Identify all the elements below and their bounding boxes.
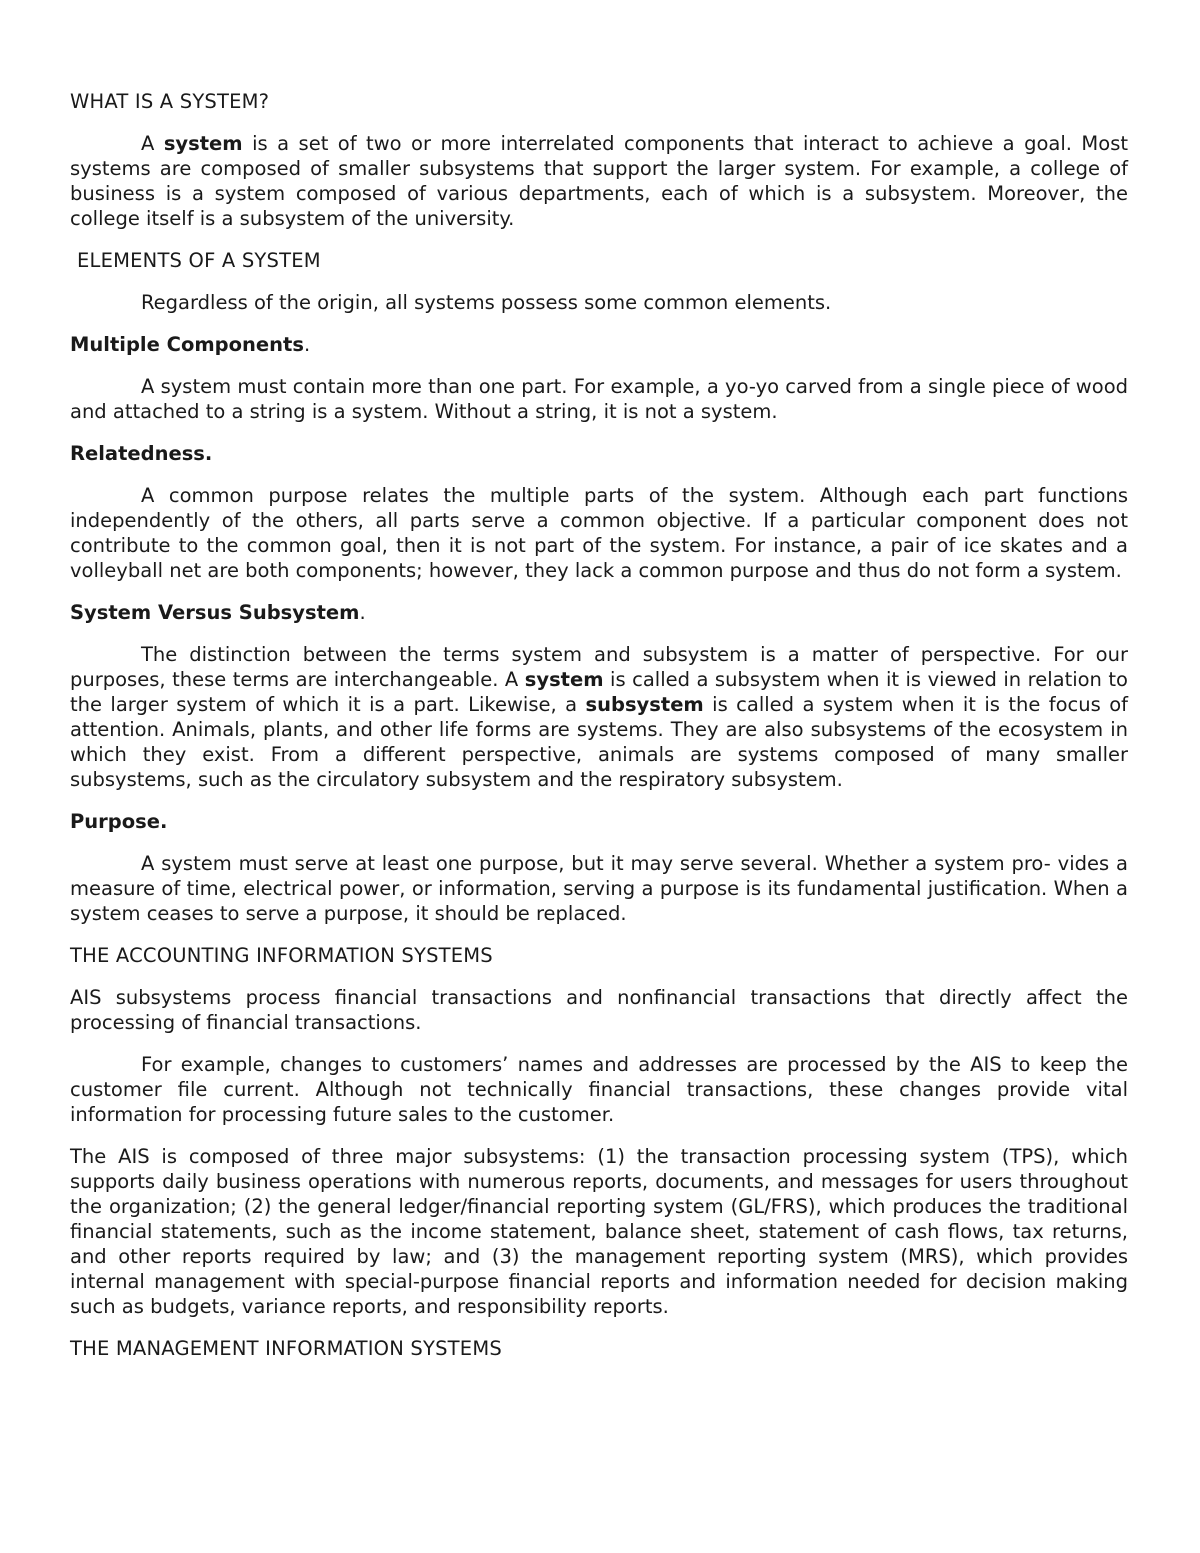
paragraph-relatedness: A common purpose relates the multiple parts of the system. Although each part functions independently of the others, all parts serve a common objective. If a particular component does not contribute to the common goal, then it is not part of the system. For instance, a pair of ice skates and a volleyball net are both components; however, they lack a common purpose and thus do not form a system. — [70, 484, 1128, 582]
paragraph-elements-intro: Regardless of the origin, all systems possess some common elements. — [141, 291, 832, 314]
heading-relatedness: Relatedness. — [70, 442, 213, 465]
heading-what-is-a-system: WHAT IS A SYSTEM? — [70, 90, 270, 113]
document-page — [70, 89, 1128, 1378]
heading-system-versus-subsystem: System Versus Subsystem. — [70, 601, 366, 624]
heading-elements-of-a-system: ELEMENTS OF A SYSTEM — [77, 249, 321, 272]
term-subsystem: subsystem — [585, 693, 704, 716]
paragraph-system-definition: A system is a set of two or more interrelated components that interact to achieve a goal. Most systems are composed of smaller subsystems that support the larger system. For example, a college of business is a system composed of various departments, each of which is a subsystem. Moreover, the college itself is a subsystem of the university. — [70, 132, 1128, 230]
paragraph-system-versus-subsystem: The distinction between the terms system and subsystem is a matter of perspective. For our purposes, these terms are interchangeable. A system is called a subsystem when it is viewed in relation to the larger system of which it is a part. Likewise, a subsystem is called a system when it is the focus of attention. Animals, plants, and other life forms are systems. They are also subsystems of the ecosystem in which they exist. From a different perspective, animals are systems composed of many smaller subsystems, such as the circulatory subsystem and the respiratory subsystem. — [70, 643, 1129, 791]
term-system: system — [524, 668, 604, 691]
paragraph-ais-example: For example, changes to customers’ names and addresses are processed by the AIS to keep the customer file current. Although not technically financial transactions, these changes provide vital information for processing future sales to the customer. — [70, 1053, 1128, 1126]
heading-management-information-systems: THE MANAGEMENT INFORMATION SYSTEMS — [70, 1337, 502, 1360]
paragraph-ais-intro: AIS subsystems process financial transactions and nonfinancial transactions that directly affect the processing of financial transactions. — [70, 986, 1128, 1034]
paragraph-multiple-components: A system must contain more than one part. For example, a yo-yo carved from a single piece of wood and attached to a string is a system. Without a string, it is not a system. — [70, 375, 1128, 423]
heading-purpose: Purpose. — [70, 810, 168, 833]
heading-accounting-information-systems: THE ACCOUNTING INFORMATION SYSTEMS — [70, 944, 493, 967]
heading-multiple-components: Multiple Components. — [70, 333, 311, 356]
paragraph-ais-subsystems: The AIS is composed of three major subsystems: (1) the transaction processing system (TPS), which supports daily business operations with numerous reports, documents, and messages for users throughout the organization; (2) the general ledger/financial reporting system (GL/FRS), which produces the traditional financial statements, such as the income statement, balance sheet, statement of cash flows, tax returns, and other reports required by law; and (3) the management reporting system (MRS), which provides internal management with special-purpose financial reports and information needed for decision making such as budgets, variance reports, and responsibility reports. — [70, 1145, 1128, 1318]
term-system: system — [163, 132, 243, 155]
paragraph-purpose: A system must serve at least one purpose, but it may serve several. Whether a system pro- vides a measure of time, electrical power, or information, serving a purpose is its fundamental justification. When a system ceases to serve a purpose, it should be replaced. — [70, 852, 1128, 925]
